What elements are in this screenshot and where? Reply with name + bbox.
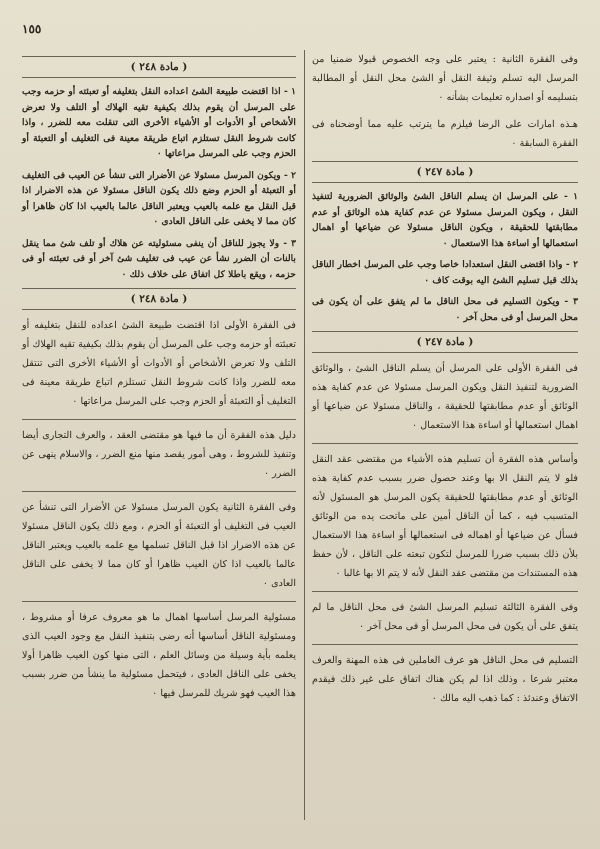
article-item: ٢ - ويكون المرسل مسئولا عن الأضرار التى تنشأ عن العيب فى التغليف أو التعبئة أو الحزم وضع ذلك يكون الناقل مسئولا عن هذه الاضرار اذا قبل النقل مع علمه بالعيب ويعتبر الناقل عالما بالعيب اذا كان ظاهرا أو كان مما لا يخفى على الناقل العادى ٠ <box>22 169 296 227</box>
left-column <box>22 50 296 711</box>
page-number: ١٥٥ <box>22 22 42 36</box>
commentary-heading: ( مادة ٢٤٧ ) <box>312 331 578 353</box>
section-separator <box>312 644 578 645</box>
commentary-paragraph: دليل هذه الفقرة أن ما فيها هو مقتضى العقد ، والعرف التجارى أيضا وتنفيذ للشروط ، وهى أمور يقصد منها منع الضرر ، والاسلام ينهى عن الضرر ٠ <box>22 430 296 479</box>
article-item: ٣ - ويكون التسليم فى محل الناقل ما لم يتفق على أن يكون فى محل المرسل أو فى محل آخر ٠ <box>312 296 578 323</box>
commentary-paragraph: وفى الفقرة الثانية يكون المرسل مسئولا عن الأضرار التى تنشأ عن العيب فى التغليف أو التعبئة أو الحزم ، ومع ذلك يكون الناقل مسئولا عن هذه الاضرار اذا قبل الناقل تسلمها مع علمه بالعيب ويعتبر الناقل عالما بالعيب اذا كان العيب ظاهرا أو كان مما لا يخفى على الناقل العادى ٠ <box>22 502 296 589</box>
article-item: ٣ - ولا يجوز للناقل أن ينفى مسئوليته عن هلاك أو تلف شئ مما ينقل بالنات أن الضرر نشأ عن عيب فى تغليف شئ آخر أو فى تعبئته أو فى حزمه ، ويقع باطلا كل اتفاق على خلاف ذلك ٠ <box>22 237 296 280</box>
intro-paragraph: وفى الفقرة الثانية : يعتبر على وجه الخصوص قبولا ضمنيا من المرسل اليه تسلم وثيقة النقل أو الشئ محل النقل أو المطالبة بتسليمه أو اصداره تعليمات بشأنه ٠ <box>312 54 578 103</box>
commentary-paragraph: فى الفقرة الأولى اذا اقتضت طبيعة الشئ اعداده للنقل بتغليفه أو تعبئته أو حزمه وجب على المرسل أن يقوم بذلك بكيفية تقيه الهلاك أو التلف ولا تعرض الأشخاص أو الأدوات أو الأشياء الأخرى التى تنتقل معه للضرر واذا كانت شروط النقل تستلزم اتباع طريقة معينة فى التغليف أو التعبئة أو الحزم وجب على المرسل مراعاتها ٠ <box>22 320 296 407</box>
right-column <box>312 50 578 716</box>
article-heading: ( مادة ٢٤٧ ) <box>312 161 578 183</box>
article-item: ١ - اذا اقتضت طبيعة الشئ اعداده النقل بتغليفه أو تعبئته أو حزمه وجب على المرسل أن يقوم بذلك بكيفية تقيه الهلاك أو التلف ولا تعرض الأشخاص أو الأدوات أو الأشياء الأخرى التى تنقلت معه للضرر ، واذا كانت شروط النقل تستلزم اتباع طريقة معينة فى التغليف أو التعبئة أو الحزم وجب على المرسل مراعاتها ٠ <box>22 86 296 159</box>
commentary-paragraph: فى الفقرة الأولى على المرسل أن يسلم الناقل الشئ ، والوثائق الضرورية لتنفيذ النقل ويكون المرسل مسئولا عن عدم كفاية هذه الوثائق أو عدم مطابقتها للحقيقة ، والناقل مسئولا عن ضياعها أو اهمال استعمالها أو اساءة هذا الاستعمال ٠ <box>312 363 578 431</box>
section-separator <box>22 491 296 492</box>
article-item: ١ - على المرسل ان يسلم الناقل الشئ والوثائق الضرورية لتنفيذ النقل ، ويكون المرسل مسئولا عن عدم كفاية هذه الوثائق أو عدم مطابقتها للحقيقة ، ويكون الناقل مسئولا عن ضياعها أو اهمال استعمالها أو اساءة هذا الاستعمال ٠ <box>312 191 578 249</box>
section-separator <box>312 591 578 592</box>
article-item: ٢ - واذا اقتضى النقل استعدادا خاصا وجب على المرسل اخطار الناقل بذلك قبل تسليم الشئ اليه بوقت كاف ٠ <box>312 259 578 286</box>
commentary-heading: ( مادة ٢٤٨ ) <box>22 288 296 310</box>
commentary-paragraph: وأساس هذه الفقرة أن تسليم هذه الأشياء من مقتضى عقد النقل فلو لا يتم النقل الا بها وعند حصول ضرر بسبب عدم كفاية هذه الوثائق أو عدم مطابقتها للحقيقة يكون المرسل هو المسئول لأنه المتسبب فيه ، كما أن الناقل أمين على ماتحت يده من الوثائق فسأل عن ضياعها أو اهماله فى استعمالها أو اساءة هذا الاستعمال بلأن ذلك بسبب ضررا للمرسل لتكون تبعته على الناقل ، لأن حفظ هذه المستندات من مقتضى عقد النقل لأنه لا يتم الا بها غالبا ٠ <box>312 454 578 579</box>
commentary-paragraph: مسئولية المرسل أساسها اهمال ما هو معروف عرفا أو مشروط ، ومسئولية الناقل أساسها أنه رضى بتنفيذ النقل مع وجود العيب الذى يعلمه بأية وسيلة من وسائل العلم ، التى منها كون العيب ظاهرا أولا يخفى على الناقل العادى ، فيتحمل مسئولية ما ينشأ من ضرر بسبب هذا العيب فهو شريك للمرسل فيها ٠ <box>22 612 296 699</box>
commentary-paragraph: وفى الفقرة الثالثة تسليم المرسل الشئ فى محل الناقل ما لم يتفق على أن يكون فى محل المرسل أو فى محل آخر ٠ <box>312 602 578 632</box>
article-heading: ( مادة ٢٤٨ ) <box>22 56 296 78</box>
column-divider <box>304 50 305 820</box>
intro-paragraph: هـذه امارات على الرضا فيلزم ما يترتب عليه مما أوضحناه فى الفقرة السابقة ٠ <box>312 119 578 149</box>
commentary-paragraph: التسليم فى محل الناقل هو عرف العاملين فى هذه المهنة والعرف معتبر شرعا ، وذلك اذا لم يكن هناك اتفاق على غير ذلك فيقدم الاتفاق وعندئذ : كما ذهب اليه مالك ٠ <box>312 655 578 704</box>
section-separator <box>22 601 296 602</box>
section-separator <box>312 443 578 444</box>
section-separator <box>22 419 296 420</box>
